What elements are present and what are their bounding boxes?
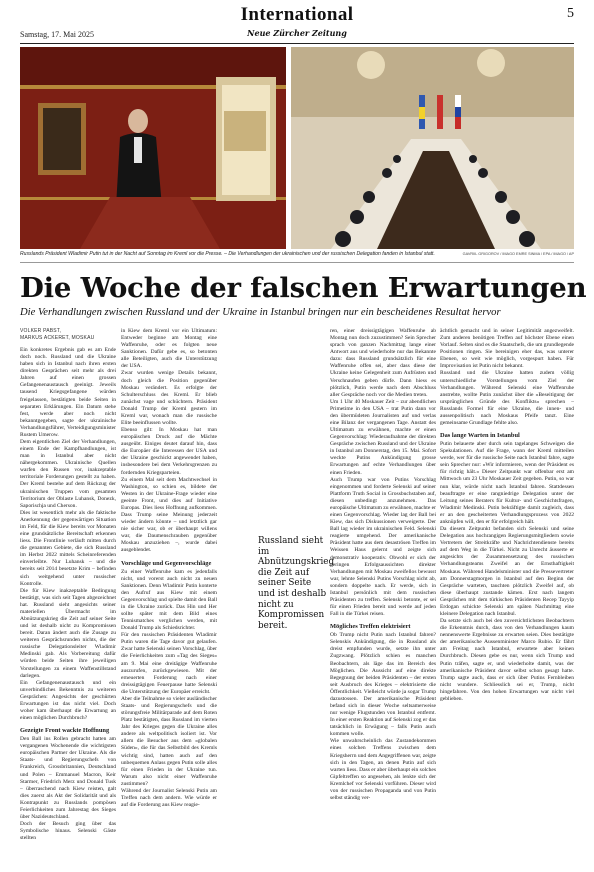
paragraph: Da diesem Zeitpunkt befanden sich Selenski und seine Delegation aus hochrangigen Regierungsmitgliedern sowie Vertretern der Streitkräfte und Nachrichtendienste bereits auf dem Weg in die Türkei. Nicht zu Unrecht äusserte er angesichts der Zusammensetzung des russischen Verhandlungsteams Zweifel an der Ernsthaftigkeit Moskaus. Während Handelsminister und die Pressevertreter am Donnerstagmorgen in Istanbul auf den Beginn der Gespräche warteten, tauchten plötzlich Zweifel auf, ob diese überhaupt zustande kämen. Erst nach langem Gesprächen mit dem türkischen Präsidenten Recep Tayyip Erdogan schickte Selenski am späten Nachmittag eine kleinere Delegation nach Istanbul.: [440, 526, 574, 617]
paragraph: Dem eigentlichen Ziel der Verhandlungen, einem Ende der Kampfhandlungen, ist man in Istanbul aber nicht nähergekommen. Ukrainische Quellen warfen den Russen vor, inakzeptable territoriale Forderungen gestellt zu haben. Der Kreml bestehe auf dem Rückzug der ukrainischen Truppen vom gesamten Territorium der Oblaste Luhansk, Donezk, Saporischja und Cherson.: [20, 439, 116, 509]
page-number: 5: [567, 6, 574, 21]
paragraph: Aber die Teilnahme so vieler ausländischer Staats- und Regierungschefs und die störungsfreie Militärparade auf dem Roten Platz bestätigten, dass Russland im vierten Jahr des Krieges gegen die Ukraine alles andere als weltpolitisch isoliert ist. Vor allem die Besucher aus dem «globalen Süden», die für das Selbstbild des Kremls wichtig sind, hatten auch auf den unbequemen Anlass gegen Putin solle alles für einen Frieden in der Ukraine tun. Warum also nicht einer Waffenruhe zustimmen?: [121, 695, 217, 787]
paragraph: Ebenso gilt: In Moskau hat man europäischen Druck auf die Mächte ausgeübt. Einiges deutet darauf hin, dass die Europäer die Interessen der USA und der Ukraine geschickt angewendet haben, insbesondere bei dem Verkehrsgrenzen zu fordernden Kriegsparteien.: [121, 427, 217, 476]
paragraph: Für den russischen Präsidenten Wladimir Putin waren die Tage davor gut gelaufen. Zwar hatte Selenski seinen Vorschlag, über die Feierlichkeiten zum «Tag des Sieges» am 9. Mai eine dreitägige Waffenruhe auszurufen, zurückgewiesen. Mit der erneuerten Forderung nach einer dreissigtägigen Feuerpause hatte Selenski die Unterstützung der Europäer erreicht.: [121, 632, 217, 695]
pull-quote-spacer: [222, 328, 256, 618]
divider: [20, 262, 574, 263]
byline-author-1: VOLKER PABST,: [20, 328, 62, 334]
byline: [20, 328, 116, 342]
pull-quote: Russland sieht im Abnützungskrieg die Zeit auf seiner Seite und ist deshalb nicht zu Kompromissen bereit.: [258, 536, 335, 631]
paragraph: Dies ist wesentlich mehr als die faktische Anerkennung der gegenwärtigen Situation im Feld, für die Kiew bereits vor Monaten eine grundsätzliche Bereitschaft erkennen liess. Die Frontlinie verläuft mitten durch die genannten Gebiete, die sich Russland im Herbst 2022 mittels Scheinreferenden einverleibte. Nur Luhansk – und die bereits seit 2014 besetzte Krim – befinden sich weitgehend unter russischer Kontrolle.: [20, 509, 116, 587]
subheading: Das lange Warten in Istanbul: [440, 432, 520, 440]
article-column-2: [121, 328, 217, 809]
paragraph: Ob Trump nicht Putin nach Istanbul fahren? Selenskis Ankündigung, die in Russland als dreist empfunden wurde, setzte ihn unter Zugzwang. Plötzlich schien es manchen Beobachtern, als läge das im Bereich des Möglichen. Die Aussicht auf eine direkte Begegnung der beiden Präsidenten – der ersten seit Ausbruch des Krieges – elektrisierte die Öffentlichkeit. Vielleicht würde ja sogar Trump dazustossen. Der amerikanische Präsident befand sich in dieser Woche seltsamerweise nur wenige Flugstunden von Istanbul entfernt. In einer ersten Reaktion auf Selenski zog er das tatsächlich in Erwägung – falls Putin auch kommen wolle.: [330, 632, 436, 738]
subheading: Gezeigte Front wackte Hoffnung: [20, 727, 110, 735]
article-deck: Die Verhandlungen zwischen Russland und der Ukraine in Istanbul bringen nur ein bescheidenes Resultat hervor: [20, 307, 501, 318]
photo-negotiation-table: [291, 47, 574, 249]
section-title: International: [240, 4, 354, 25]
article-column-1: [20, 328, 116, 842]
subheading: Vorschläge und Gegenvorschläge: [121, 559, 212, 567]
photo-caption: Russlands Präsident Wladimir Putin tut in der Nacht auf Sonntag im Kreml vor die Presse. – Die Verhandlungen der ukrainischen und der russischen Delegation fanden in Istanbul statt.: [20, 251, 435, 257]
paragraph: Zwar wurden wenige Details bekannt, doch gleich die Position gegenüber Moskau verändert. Es erfolgte der Schulterschluss des Kreml. Er blieb zunächst vage und schüchtern. Präsident Donald Trump der Kreml gestern im Kreml war, wonach man die russische Elite beeinflussen wollte.: [121, 370, 217, 427]
article-headline: Die Woche der falschen Erwartungen: [20, 272, 587, 304]
paragraph: Putin belauerte aber durch sein tagelanges Schweigen die Spekulationen. Auf die Frage, wann der Kreml mitteilen werde, wer für die russische Seite nach Istanbul fahre, sagte sein Sprecher nur: «Wir informieren, wenn der Präsident es für richtig hält.» Dieser Zeitpunkt war offenbar erst am Mittwoch um 23 Uhr Moskauer Zeit gegeben. Putin, so war nun klar, würde nicht nach Istanbul fahren. Stattdessen beauftragte er eine rangniedrige Delegation unter der Leitung seines Beraters für Kultur- und Geschichtsfragen, Wladimir Medinski. Putin bekräftigte damit zugleich, dass er an den gescheiterten Verhandlungsprozess von 2022 anknüpfen will, den er für erfolgreich hält.: [440, 441, 574, 525]
paragraph: in Kiew dem Kreml vor ein Ultimatum: Entweder beginne am Montag eine Waffenruhe, oder es folgten neue Sanktionen. Dafür gebe es, so betonten alle Beteiligten, auch die Unterstützung der USA.: [121, 328, 217, 370]
photo-credit: GAVRIIL GRIGOROV / IMAGO EMRE SINMA / EPA / IMAGO / AP: [462, 252, 574, 256]
paragraph: Wie unwahrscheinlich das Zustandekommen eines solchen Treffens zwischen dem Kriegsherrn und dem Angegriffenen war, zeigte sich in den Tagen, an denen Putin auf sich warten liess. Dass er aber überhaupt ein solches Gipfeltreffen so angesehen, als lenkte sich der Kremlchef vor Selenski vorführen. Dieser wird von der russischen Propaganda und von Putin selbst ständig ver-: [330, 738, 436, 801]
paragraph: Die für Kiew inakzeptable Bedingung bestätigt, was sich seit Tagen abgezeichnet hat. Russland sieht angesichts seiner materiellen Übermacht im Abnützungskrieg die Zeit auf seiner Seite und ist deshalb nicht zu Kompromissen bereit. Daran ändert auch die Zusage zu weiteren Gesprächsrunden nichts, die der russische Delegationsleiter Wladimir Medinski gab. Als Vorbereitung dafür würden beide Seiten ihre jeweiligen Vorstellungen zu einem Waffenstillstand darlegen.: [20, 587, 116, 679]
subheading: Mögliches Treffen elektrisiert: [330, 623, 411, 631]
paragraph: Den Ball ins Rollen gebracht hatten am vergangenen Wochenende die wichtigsten europäischen Partner der Ukraine. Als die Staats- und Regierungschefs von Frankreich, Grossbritannien, Deutschland und Polen – Emmanuel Macron, Keir Starmer, Friedrich Merz und Donald Tusk – überraschend nach Kiew reisten, galt dies zuerst als Akt der Solidarität und als Kontrapunkt zu Russlands pompösen Feierlichkeiten zum Jahrestag des Sieges über Nazideutschland.: [20, 736, 116, 820]
paragraph: Auch Trump war von Putins Vorschlag eingenommen und forderte Selenski auf seiner Plattform Truth Social in Grossbuchstaben auf, diesen unbedingt anzunehmen. Das europäische Ultimatum zu erwähnen, machte er einen Gegenvorschlag. Wieder lag der Ball bei Kiew, das sich Diskussionen verweigerte. Der Ball lag wieder im ukrainischen Feld. Selenski reagierte umgehend. Der amerikanische Präsident hatte aus dem desaströsen Treffen im Weissen Haus gelernt und zeigte sich demonstrativ kooperativ. Obwohl er sich der geringen Erfolgsaussichten direkter Verhandlungen mit Moskau zweifellos bewusst war, lehnte Selenski Putins Vorschlag nicht ab, sondern doppelte nach. Er werde, sich in Istanbul persönlich mit dem russischen Präsidenten zu treffen. Selenski betonte, er sei für einen Frieden bereit und werde auf jeden Fall in die Türkei reisen.: [330, 476, 436, 618]
paragraph: ächtlich gemacht und in seiner Legitimität angezweifelt. Zum anderen benötigen Treffen auf höchster Ebene einen Vorlauf. Selten sind es die Staatschefs, die um grundlegende Positionen ringen. Sie bereinigen eher das, was unterer Ebenen, so weit wie möglich, vorgespurt haben. Für Improvisation ist Putin nicht bekannt.: [440, 328, 574, 370]
photo-kremlin-hall: [20, 47, 286, 249]
paragraph: Um 1 Uhr 40 Moskauer Zeit – zur abendlichen Primetime in den USA – trat Putin dann vor den übermüdeten Journalisten auf und verlas eine Bilanz der vergangenen Tage. Anstatt des Ultimatum zu erwähnen, machte er einen Gegenvorschlag: Wiederaufnahme der direkten Gespräche zwischen Russland und der Ukraine in Istanbul am Donnerstag, den 15. Mai. Sofort weckte Putins Ankündigung grosse Erwartungen auf echte Verhandlungen über einen Frieden.: [330, 398, 436, 476]
article-column-3: [222, 328, 329, 618]
paragraph: Zu einem Mal seit dem Machtwechsel in Washington, so schien es, bildete der Westen in der Ukraine-Frage wieder eine geeinte Front, und dies auf Initiative Europas. Dies liess Hoffnung aufkommen. Dass Trump seine Meinung jederzeit wieder ändern könnte – und letztlich gar nie sicher war, ob er überhaupt willens war, die Daumenschrauben gegenüber Moskau anzuziehen –, wurde dabei ausgeblendet.: [121, 476, 217, 554]
article-column-4: [330, 328, 436, 802]
paragraph: Ein Gefangenenaustausch und ein unverbindliches Bekenntnis zu weiteren Gesprächen: Angesichts der geschürten Erwartungen ist das nicht viel. Doch woher kam überhaupt die Erwartung an einen möglichen Durchbruch?: [20, 679, 116, 722]
paragraph: Zu einer Waffenruhe kam es jedenfalls nicht, und vorerst auch nicht zu neuen Sanktionen. Denn Wladimir Putin konterte den Aufruf aus Kiew mit einem Gegenvorschlag und spielte damit den Ball in die Ukraine zurück. Das Hin und Her sollte später mit dem Bild eines Tennismatches verglichen werden, mit Donald Trump als Schiedsrichter.: [121, 568, 217, 632]
masthead: [20, 0, 574, 44]
newspaper-name: Neue Zürcher Zeitung: [247, 28, 347, 38]
issue-date: Samstag, 17. Mai 2025: [20, 30, 94, 39]
negotiation-illustration: [291, 47, 574, 249]
paragraph: Doch der Besuch ging über das Symbolische hinaus. Selenski Gäste stellten: [20, 821, 116, 842]
paragraph: Russland und die Ukraine hatten zudem völlig unterschiedliche Vorstellungen vom Ziel der Verhandlungen. Während Selenski eine Waffenruhe anstrebte, wollte Putin zunächst über die «Beseitigung der ursprünglichen Gründe des Konflikts» sprechen – Russlands Formel für eine Ukraine, die innen- und aussenpolitisch nach Moskaus Pfeife tanzt. Eine gemeinsame Grundlage fehlte also.: [440, 370, 574, 427]
kremlin-hall-illustration: [20, 47, 286, 249]
paragraph: Während der Journalist Selenski Putin am Treffen nach dem andern. Wie würde er auf die Forderung aus Kiew reagie-: [121, 787, 217, 809]
article-column-5: [440, 328, 574, 703]
paragraph: Ein konkretes Ergebnis gab es am Ende doch noch. Russland und die Ukraine haben sich in Istanbul nach ihren ersten direkten Gesprächen seit mehr als drei Jahren auf einen grossen Gefangenenaustausch geeinigt. Jeweils tausend Kriegsgefangene würden freigelassen, bestätigten beide Seiten in separaten Erklärungen. Ein Datum stehe fest, werde aber noch nicht bekanntgegeben, sagte der ukrainische Verhandlungsführer, Verteidigungsminister Rustem Umerow.: [20, 347, 116, 438]
paragraph: Da setzte sich auch bei den zuversichtlichsten Beobachtern die Erkenntnis durch, dass von den Verhandlungen kaum nennenswerte Ergebnisse zu erwarten seien. Dies bestätigte der amerikanische Aussenminister Marco Rubio. Er fährt am Freitag nach Istanbul, erwartete aber keinen Durchbruch. Diesen gebe es nur, wenn sich Trump und Putin träfen, sagte er, und wiederholte damit, was der amerikanische Präsident davor selbst schon gesagt hatte. Trump sagte auch, dass er sich über Putins Fernbleiben nicht wundere. Schliesslich sei er, Trump, nicht hingefahren. Von den hohen Erwartungen war nicht viel geblieben.: [440, 618, 574, 702]
paragraph: ren, einer dreissigtägigen Waffenruhe ab Montag nun doch zuzustimmen? Sein Sprecher sprach von ganzen Nachmittag lange einer Antwort aus und wiederholte nur das Bekannte dazu: dass Russland grundsätzlich für eine Waffenruhe offen sei, aber dass diese der Ukraine keine Gelegenheit zum Aufrüsten und Verschnaufen geben dürfe. Dann hiess es plötzlich, Putin werde nach dem Abschluss aller Gespräche noch vor die Medien treten.: [330, 328, 436, 398]
byline-author-2: MARKUS ACKERET, MOSKAU: [20, 335, 95, 341]
